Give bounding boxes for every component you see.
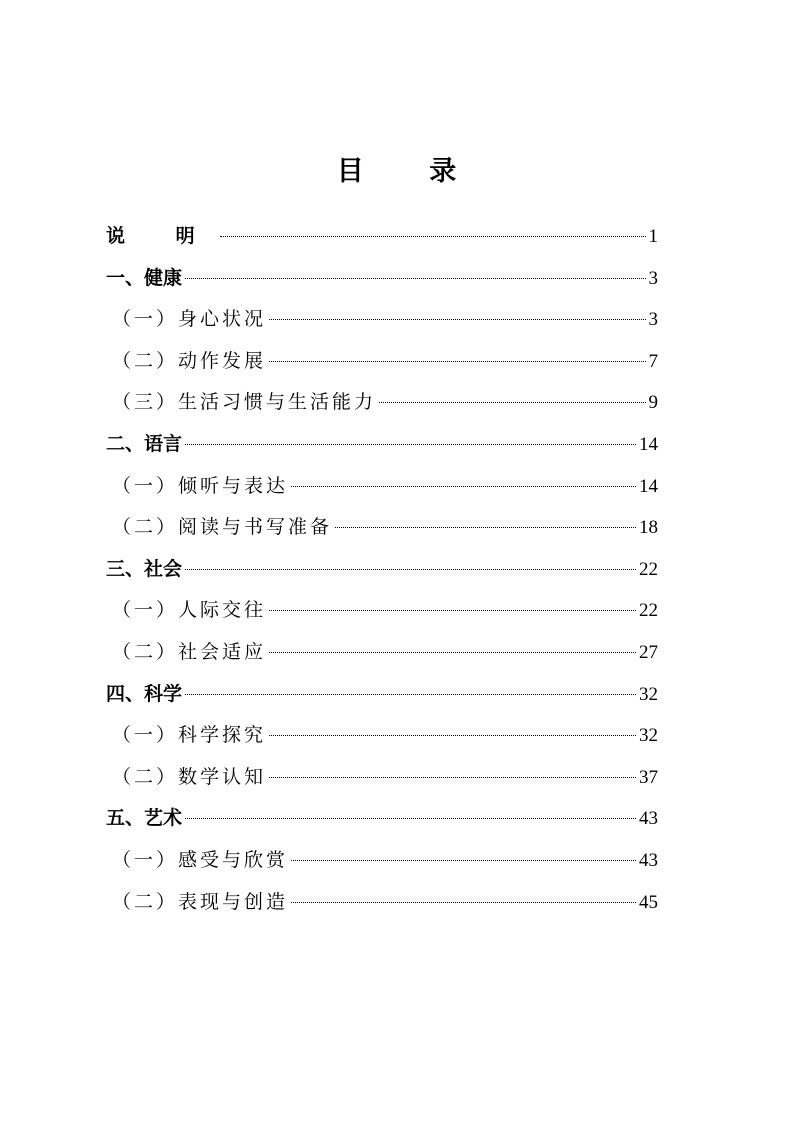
dot-leader: [185, 278, 645, 279]
toc-entry-label: （一）身心状况: [112, 308, 267, 331]
toc-entry-page: 27: [639, 641, 658, 663]
dot-leader: [269, 652, 636, 653]
toc-entry[interactable]: [106, 674, 658, 716]
toc-entry-label: 五、艺术: [106, 807, 183, 830]
toc-entry-page: 3: [648, 267, 658, 289]
toc-entry[interactable]: [106, 341, 658, 383]
toc-entry-label: （二）数学认知: [112, 765, 267, 788]
dot-leader: [269, 777, 636, 778]
dot-leader: [185, 444, 636, 445]
toc-entry[interactable]: [106, 882, 658, 924]
toc-entry[interactable]: [106, 632, 658, 674]
toc-entry-label: （二）社会适应: [112, 640, 267, 663]
toc-entry-page: 32: [639, 725, 658, 747]
toc-entry-label: （二）动作发展: [112, 349, 267, 372]
toc-entry-page: 37: [639, 766, 658, 788]
toc-title: 目 录: [336, 156, 485, 187]
toc-entry[interactable]: [106, 757, 658, 799]
toc-entry-page: 14: [639, 475, 658, 497]
toc-entry-label: 二、语言: [106, 432, 183, 455]
toc-entry[interactable]: [106, 424, 658, 466]
dot-leader: [185, 818, 636, 819]
toc-entry-page: 18: [639, 517, 658, 539]
toc-entry-page: 32: [639, 683, 658, 705]
dot-leader: [220, 236, 646, 237]
toc-entry[interactable]: [106, 798, 658, 840]
dot-leader: [269, 735, 636, 736]
dot-leader: [291, 902, 636, 903]
toc-entry-page: 9: [648, 392, 658, 414]
toc-entry-page: 45: [639, 891, 658, 913]
dot-leader: [185, 694, 636, 695]
toc-entry-label: （二）阅读与书写准备: [112, 516, 333, 539]
dot-leader: [185, 569, 636, 570]
toc-entry-label: 三、社会: [106, 557, 183, 580]
toc-entry-label: （二）表现与创造: [112, 890, 289, 913]
dot-leader: [291, 486, 636, 487]
toc-entry-page: 43: [639, 808, 658, 830]
toc-entry-label: （一）感受与欣赏: [112, 848, 289, 871]
toc-entry[interactable]: [106, 840, 658, 882]
dot-leader: [269, 319, 645, 320]
toc-entry-label: （一）倾听与表达: [112, 474, 289, 497]
toc-entry[interactable]: [106, 590, 658, 632]
toc-entry[interactable]: [106, 549, 658, 591]
table-of-contents: [106, 216, 658, 923]
toc-entry[interactable]: [106, 258, 658, 300]
toc-entry-label: 一、健康: [106, 266, 183, 289]
toc-entry-label: 说 明: [106, 225, 217, 247]
toc-entry-page: 3: [648, 309, 658, 331]
dot-leader: [269, 610, 636, 611]
toc-entry-label: （一）科学探究: [112, 724, 267, 747]
dot-leader: [335, 527, 636, 528]
dot-leader: [379, 402, 645, 403]
toc-entry-label: 四、科学: [106, 682, 183, 705]
toc-entry-label: （一）人际交往: [112, 599, 267, 622]
toc-entry-page: 7: [648, 350, 658, 372]
toc-entry-page: 43: [639, 849, 658, 871]
dot-leader: [269, 361, 645, 362]
toc-entry[interactable]: [106, 216, 658, 258]
toc-entry-page: 22: [639, 600, 658, 622]
toc-entry-page: 1: [648, 226, 658, 247]
dot-leader: [291, 860, 636, 861]
toc-entry[interactable]: [106, 715, 658, 757]
toc-entry-page: 14: [639, 433, 658, 455]
toc-entry[interactable]: [106, 507, 658, 549]
toc-entry[interactable]: [106, 382, 658, 424]
toc-entry-label: （三）生活习惯与生活能力: [112, 391, 377, 414]
toc-entry[interactable]: [106, 466, 658, 508]
toc-entry-page: 22: [639, 558, 658, 580]
toc-entry[interactable]: [106, 299, 658, 341]
